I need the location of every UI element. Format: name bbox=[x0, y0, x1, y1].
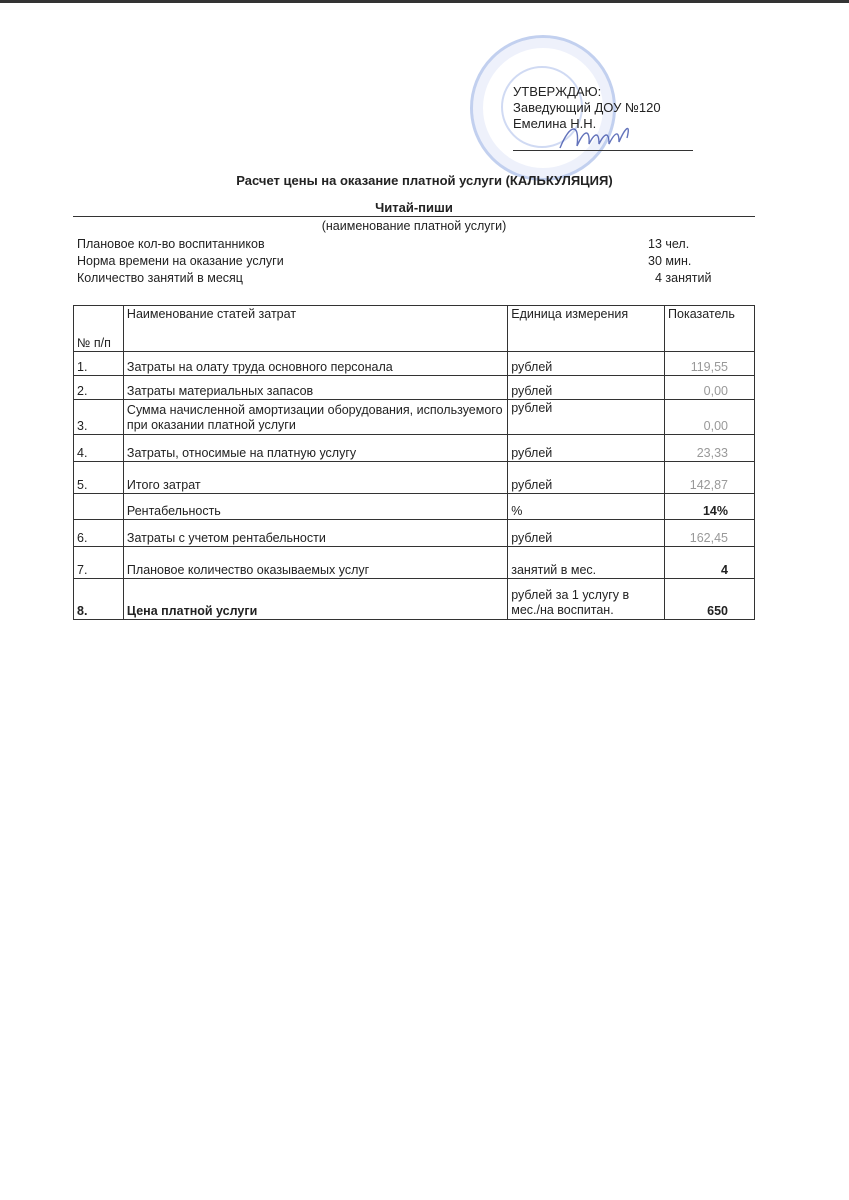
cost-table bbox=[73, 305, 755, 620]
row-num: 5. bbox=[74, 462, 124, 494]
row-name: Цена платной услуги bbox=[123, 579, 507, 620]
row-num: 1. bbox=[74, 352, 124, 376]
row-num: 4. bbox=[74, 435, 124, 462]
header-value: Показатель bbox=[665, 306, 755, 352]
signature-line bbox=[513, 150, 693, 151]
row-name: Плановое количество оказываемых услуг bbox=[123, 547, 507, 579]
approver-name: Емелина Н.Н. bbox=[513, 116, 597, 131]
row-unit: рублей за 1 услугу в мес./на воспитан. bbox=[508, 579, 665, 620]
row-unit: рублей bbox=[508, 400, 665, 435]
table-row bbox=[74, 462, 755, 494]
param-value: 13 чел. bbox=[648, 237, 690, 251]
header-unit: Единица измерения bbox=[508, 306, 665, 352]
row-value: 4 bbox=[665, 547, 755, 579]
row-value: 119,55 bbox=[665, 352, 755, 376]
row-num: 3. bbox=[74, 400, 124, 435]
param-label: Количество занятий в месяц bbox=[77, 271, 243, 285]
row-unit: занятий в мес. bbox=[508, 547, 665, 579]
row-unit: % bbox=[508, 494, 665, 520]
row-name: Затраты материальных запасов bbox=[123, 376, 507, 400]
param-label: Плановое кол-во воспитанников bbox=[77, 237, 265, 251]
table-header bbox=[74, 306, 755, 352]
row-unit: рублей bbox=[508, 352, 665, 376]
row-value: 0,00 bbox=[665, 400, 755, 435]
row-name: Итого затрат bbox=[123, 462, 507, 494]
row-num bbox=[74, 494, 124, 520]
row-value: 0,00 bbox=[665, 376, 755, 400]
service-caption: (наименование платной услуги) bbox=[321, 219, 507, 233]
row-name: Затраты с учетом рентабельности bbox=[123, 520, 507, 547]
row-num: 2. bbox=[74, 376, 124, 400]
row-unit: рублей bbox=[508, 435, 665, 462]
table-row bbox=[74, 520, 755, 547]
param-label: Норма времени на оказание услуги bbox=[77, 254, 284, 268]
table-row bbox=[74, 494, 755, 520]
document-title: Расчет цены на оказание платной услуги (КАЛЬКУЛЯЦИЯ) bbox=[236, 173, 613, 188]
table-row bbox=[74, 352, 755, 376]
row-value: 162,45 bbox=[665, 520, 755, 547]
row-value: 142,87 bbox=[665, 462, 755, 494]
header-num: № п/п bbox=[74, 306, 124, 352]
table-row bbox=[74, 579, 755, 620]
header-name: Наименование статей затрат bbox=[123, 306, 507, 352]
row-name: Затраты на олату труда основного персонала bbox=[123, 352, 507, 376]
row-unit: рублей bbox=[508, 376, 665, 400]
scan-edge bbox=[0, 0, 849, 3]
row-unit: рублей bbox=[508, 520, 665, 547]
table-row bbox=[74, 376, 755, 400]
row-value: 23,33 bbox=[665, 435, 755, 462]
signature bbox=[555, 118, 635, 154]
row-unit: рублей bbox=[508, 462, 665, 494]
row-name: Затраты, относимые на платную услугу bbox=[123, 435, 507, 462]
approval-heading: УТВЕРЖДАЮ: bbox=[513, 84, 602, 99]
row-name: Сумма начисленной амортизации оборудования, используемого при оказании платной услуги bbox=[123, 400, 507, 435]
service-name: Читай-пиши bbox=[73, 200, 755, 217]
row-value: 14% bbox=[665, 494, 755, 520]
row-value: 650 bbox=[665, 579, 755, 620]
row-name: Рентабельность bbox=[123, 494, 507, 520]
row-num: 7. bbox=[74, 547, 124, 579]
approver-position: Заведующий ДОУ №120 bbox=[513, 100, 661, 115]
row-num: 8. bbox=[74, 579, 124, 620]
param-value: 4 занятий bbox=[655, 271, 712, 285]
row-num: 6. bbox=[74, 520, 124, 547]
table-row bbox=[74, 435, 755, 462]
table-row bbox=[74, 547, 755, 579]
param-value: 30 мин. bbox=[648, 254, 692, 268]
table-row bbox=[74, 400, 755, 435]
